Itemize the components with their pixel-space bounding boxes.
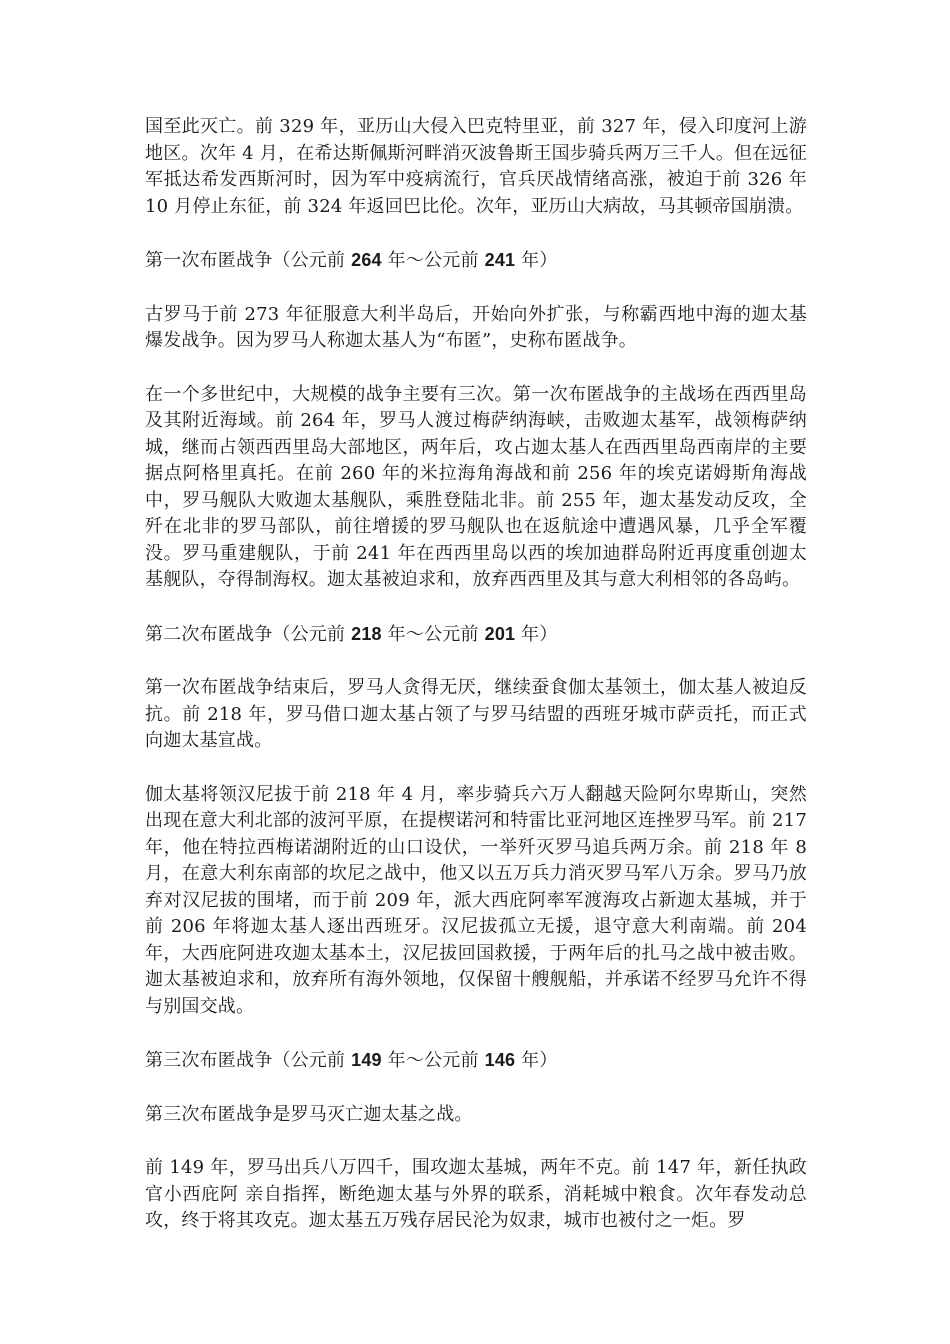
- heading-middle: 年～公元前: [381, 1050, 485, 1071]
- heading-third-punic-war: [145, 1047, 807, 1075]
- heading-second-punic-war: [145, 621, 807, 649]
- heading-suffix: 年）: [515, 250, 558, 271]
- heading-year-start: 218: [351, 623, 382, 644]
- heading-year-end: 146: [484, 1050, 516, 1070]
- heading-prefix: 第二次布匿战争（公元前: [145, 623, 352, 645]
- heading-middle: 年～公元前: [381, 250, 485, 271]
- heading-suffix: 年）: [515, 1050, 558, 1071]
- paragraph-third-war-summary: 第三次布匿战争是罗马灭亡迦太基之战。: [145, 1103, 473, 1125]
- heading-year-start: 149: [351, 1050, 382, 1070]
- paragraph-hannibal-campaign: 伽太基将领汉尼拔于前 218 年 4 月，率步骑兵六万人翻越天险阿尔卑斯山，突然出现在意大利北部的波河平原，在提楔诺河和特雷比亚河地区连挫罗马军。前 217 年，他在特拉西梅诺湖附近的山口设伏，一举歼灭罗马追兵两万余。前 218 年 8 月，在意大利东南部的坎尼之战中，他又以五万兵力消灭罗马军八万余。罗马乃放弃对汉尼拔的围堵，而于前 209 年，派大西庇阿率军渡海攻占新迦太基城，并于前 206 年将迦太基人逐出西班牙。汉尼拔孤立无援，退守意大利南端。前 204 年，大西庇阿进攻迦太基本土，汉尼拔回国救援，于两年后的扎马之战中被击败。迦太基被迫求和，放弃所有海外领地，仅保留十艘舰船，并承诺不经罗马允许不得与别国交战。: [145, 783, 807, 1017]
- paragraph-rome-expansion: 古罗马于前 273 年征服意大利半岛后，开始向外扩张，与称霸西地中海的迦太基爆发战争。因为罗马人称迦太基人为“布匿”，史称布匿战争。: [145, 303, 807, 351]
- heading-year-end: 201: [484, 623, 516, 644]
- heading-year-end: 241: [484, 250, 516, 270]
- heading-first-punic-war: [145, 247, 807, 275]
- heading-middle: 年～公元前: [381, 623, 485, 645]
- paragraph-first-war-detail: 在一个多世纪中，大规模的战争主要有三次。第一次布匿战争的主战场在西西里岛及其附近海域。前 264 年，罗马人渡过梅萨纳海峡，击败迦太基军，战领梅萨纳城，继而占领西西里岛大部地区，两年后，攻占迦太基人在西西里岛西南岸的主要据点阿格里真托。在前 260 年的米拉海角海战和前 256 年的埃克诺姆斯角海战中，罗马舰队大败迦太基舰队，乘胜登陆北非。前 255 年，迦太基发动反攻，全歼在北非的罗马部队，前往增援的罗马舰队也在返航途中遭遇风暴，几乎全军覆没。罗马重建舰队，于前 241 年在西西里岛以西的埃加迪群岛附近再度重创迦太基舰队，夺得制海权。迦太基被迫求和，放弃西西里及其与意大利相邻的各岛屿。: [145, 383, 807, 590]
- document-page: [145, 114, 807, 1262]
- paragraph-macedon-collapse: 国至此灭亡。前 329 年，亚历山大侵入巴克特里亚，前 327 年，侵入印度河上游地区。次年 4 月，在希达斯佩斯河畔消灭波鲁斯王国步骑兵两万三千人。但在远征军抵达希发西斯河时，因为军中疫病流行，官兵厌战情绪高涨，被迫于前 326 年 10 月停止东征，前 324 年返回巴比伦。次年，亚历山大病故，马其顿帝国崩溃。: [145, 116, 807, 217]
- heading-prefix: 第三次布匿战争（公元前: [145, 1050, 352, 1071]
- paragraph-second-war-cause: 第一次布匿战争结束后，罗马人贪得无厌，继续蚕食伽太基领土，伽太基人被迫反抗。前 218 年，罗马借口迦太基占领了与罗马结盟的西班牙城市萨贡托，而正式向迦太基宣战。: [145, 677, 807, 751]
- heading-year-start: 264: [351, 250, 382, 270]
- paragraph-carthage-fall: 前 149 年，罗马出兵八万四千，围攻迦太基城，两年不克。前 147 年，新任执政官小西庇阿 亲自指挥，断绝迦太基与外界的联系，消耗城中粮食。次年春发动总攻，终于将其攻克。迦太基五万残存居民沦为奴隶，城市也被付之一炬。罗: [145, 1157, 807, 1231]
- heading-suffix: 年）: [515, 623, 558, 645]
- heading-prefix: 第一次布匿战争（公元前: [145, 250, 352, 271]
